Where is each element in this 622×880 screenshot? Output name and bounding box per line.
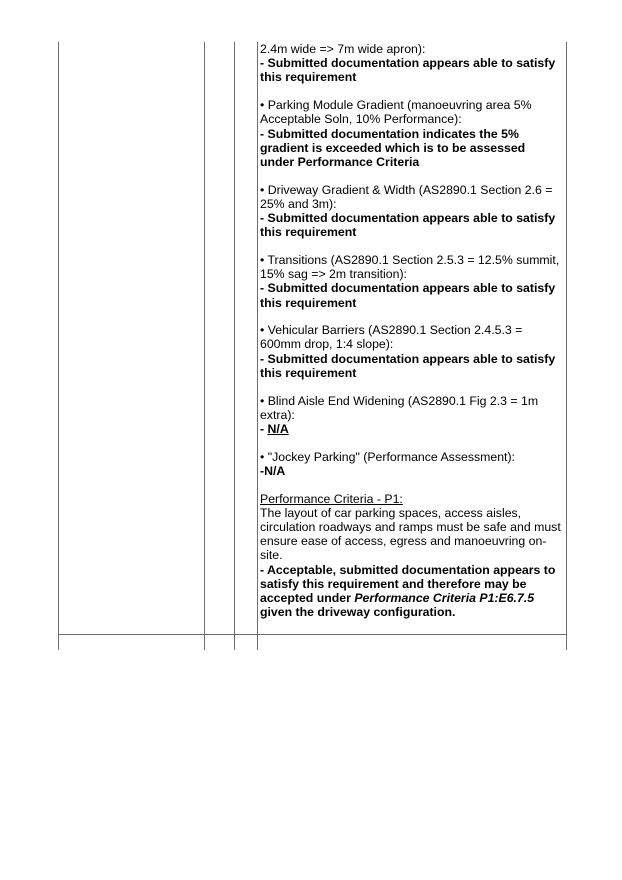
requirement-text: • Vehicular Barriers (AS2890.1 Section 2.4.5.3 = 600mm drop, 1:4 slope): (260, 323, 523, 352)
requirement-text: • Parking Module Gradient (manoeuvring area 5% Acceptable Soln, 10% Performance): (260, 98, 532, 127)
performance-criteria-body: The layout of car parking spaces, access aisles, circulation roadways and ramps must be safe and must ensure ease of access, egress and manoeuvring on-site. (260, 505, 561, 563)
requirement-result: - Submitted documentation appears able to satisfy this requirement (260, 56, 556, 85)
requirement-result: - Submitted documentation appears able to satisfy this requirement (260, 211, 556, 240)
requirement-block-blind-aisle (260, 394, 562, 437)
conclusion-criteria-reference: Performance Criteria P1:E6.7.5 (354, 591, 535, 605)
requirement-result: - Submitted documentation appears able to satisfy this requirement (260, 281, 556, 310)
result-na-underlined: N/A (267, 421, 289, 436)
requirement-block-transitions (260, 253, 562, 310)
requirement-result: -N/A (260, 463, 286, 478)
requirement-result: - Submitted documentation indicates the 5% gradient is exceeded which is to be assessed under Performance Criteria (260, 126, 526, 169)
conclusion-end: given the driveway configuration. (260, 605, 456, 620)
table-column-divider-1 (204, 42, 205, 650)
table-column-divider-2 (234, 42, 235, 650)
table-column-divider-3 (257, 42, 258, 650)
assessment-cell (260, 42, 562, 633)
requirement-result: - Submitted documentation appears able to satisfy this requirement (260, 351, 556, 380)
result-prefix: - (260, 421, 268, 436)
requirement-result (260, 422, 562, 436)
requirement-block-barriers (260, 323, 562, 380)
requirement-text: • Transitions (AS2890.1 Section 2.5.3 = 12.5% summit, 15% sag => 2m transition): (260, 252, 560, 282)
table-border-right (566, 42, 567, 650)
table-row-divider (58, 634, 567, 635)
requirement-text: • Blind Aisle End Widening (AS2890.1 Fig 2.3 = 1m extra): (260, 393, 539, 422)
table-border-left (58, 42, 59, 650)
requirement-block-driveway (260, 183, 562, 240)
requirement-text: 2.4m wide => 7m wide apron): (260, 42, 426, 56)
requirement-text: • Driveway Gradient & Width (AS2890.1 Section 2.6 = 25% and 3m): (260, 182, 553, 211)
requirement-text: • "Jockey Parking" (Performance Assessment): (260, 449, 515, 464)
requirement-block-jockey-parking (260, 450, 562, 478)
requirement-block-apron (260, 42, 562, 85)
performance-criteria-heading: Performance Criteria - P1: (260, 491, 403, 506)
requirement-block-parking-gradient (260, 98, 562, 169)
performance-criteria-conclusion (260, 563, 562, 620)
conclusion-start: - Acceptable, submitted documentation appears to satisfy this requirement and therefore may be accepted under (260, 562, 556, 605)
performance-criteria-block (260, 492, 562, 620)
